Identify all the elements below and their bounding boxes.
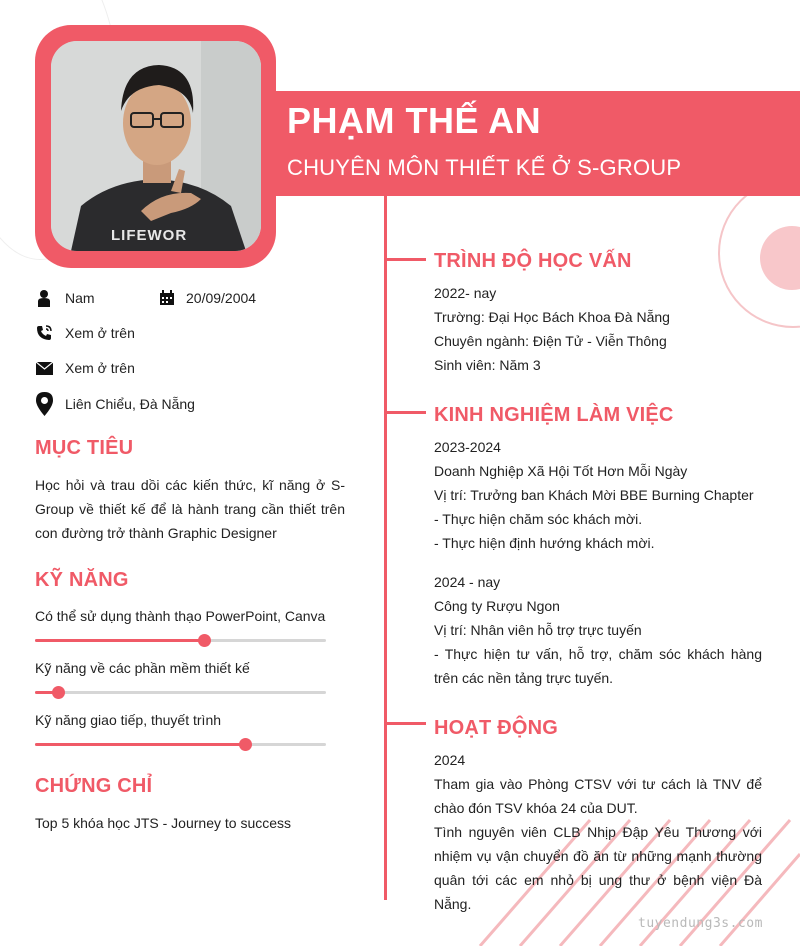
birthday-row xyxy=(158,289,256,307)
job-2-company: Công ty Rượu Ngon xyxy=(434,598,560,614)
job-1-task-2: - Thực hiện định hướng khách mời. xyxy=(434,535,655,551)
timeline-tick-activities xyxy=(386,722,426,725)
objective-title: MỤC TIÊU xyxy=(35,437,134,459)
candidate-name: PHẠM THẾ AN xyxy=(287,100,542,141)
certificates-title: CHỨNG CHỈ xyxy=(35,775,153,797)
profile-photo xyxy=(51,41,261,251)
skill-slider xyxy=(35,743,326,746)
activity-2: Tình nguyên viên CLB Nhịp Đập Yêu Thương với nhiệm vụ vận chuyển đồ ăn từ những mạnh thường quân tới các em nhỏ bị ung thư ở bệnh viện Đà Nẵng. xyxy=(434,824,762,912)
skill-label: Có thể sử dụng thành thạo PowerPoint, Canva xyxy=(35,608,326,624)
skill-label: Kỹ năng giao tiếp, thuyết trình xyxy=(35,712,222,728)
skill-label: Kỹ năng về các phần mềm thiết kế xyxy=(35,660,250,676)
job-1 xyxy=(434,435,754,555)
phone-icon xyxy=(35,324,53,342)
phone-value: Xem ở trên xyxy=(65,325,135,341)
candidate-subtitle: CHUYÊN MÔN THIẾT KẾ Ở S-GROUP xyxy=(287,155,682,180)
job-2-period: 2024 - nay xyxy=(434,574,501,590)
job-2-task-1: - Thực hiện tư vấn, hỗ trợ, chăm sóc khách hàng trên các nền tảng trực tuyến. xyxy=(434,646,762,686)
job-1-company: Doanh Nghiệp Xã Hội Tốt Hơn Mỗi Ngày xyxy=(434,463,688,479)
skills-title: KỸ NĂNG xyxy=(35,569,129,591)
skill-slider xyxy=(35,639,326,642)
birthday-value: 20/09/2004 xyxy=(186,290,257,306)
phone-row xyxy=(35,324,135,342)
calendar-icon xyxy=(158,289,176,307)
activities-title: HOẠT ĐỘNG xyxy=(434,717,559,739)
timeline-line xyxy=(384,196,387,900)
skill-level-fill xyxy=(35,743,245,746)
address-value: Liên Chiểu, Đà Nẵng xyxy=(65,396,195,412)
education-period: 2022- nay xyxy=(434,285,497,301)
job-1-period: 2023-2024 xyxy=(434,439,501,455)
activities-year: 2024 xyxy=(434,752,466,768)
timeline-tick-education xyxy=(386,258,426,261)
activity-1: Tham gia vào Phòng CTSV với tư cách là TNV để chào đón TSV khóa 24 của DUT. xyxy=(434,776,762,816)
objective-text: Học hỏi và trau dồi các kiến thức, kĩ năng ở S-Group về thiết kế để là hành trang cần thiết trên con đường trở thành Graphic Designer xyxy=(35,477,345,541)
mail-icon xyxy=(35,359,53,377)
experience-title: KINH NGHIỆM LÀM VIỆC xyxy=(434,404,674,426)
person-icon xyxy=(35,289,53,307)
education-title: TRÌNH ĐỘ HỌC VẤN xyxy=(434,250,632,272)
gender-value: Nam xyxy=(65,290,95,306)
location-icon xyxy=(35,392,53,416)
skill-level-fill xyxy=(35,639,204,642)
email-value: Xem ở trên xyxy=(65,360,135,376)
gender-row xyxy=(35,289,95,307)
job-1-position: Vị trí: Trưởng ban Khách Mời BBE Burning Chapter xyxy=(434,487,754,503)
job-2-position: Vị trí: Nhân viên hỗ trợ trực tuyến xyxy=(434,622,642,638)
shirt-print: LIFEWOR xyxy=(111,227,188,244)
address-row xyxy=(35,392,195,416)
skill-level-knob xyxy=(52,686,65,699)
timeline-tick-experience xyxy=(386,411,426,414)
education-year: Sinh viên: Năm 3 xyxy=(434,357,541,373)
job-2 xyxy=(434,570,642,642)
education-details xyxy=(434,281,670,377)
skill-level-knob xyxy=(239,738,252,751)
certificate-item: Top 5 khóa học JTS - Journey to success xyxy=(35,815,292,831)
education-major: Chuyên ngành: Điện Tử - Viễn Thông xyxy=(434,333,667,349)
skill-level-knob xyxy=(198,634,211,647)
email-row xyxy=(35,359,135,377)
job-1-task-1: - Thực hiện chăm sóc khách mời. xyxy=(434,511,643,527)
education-school: Trường: Đại Học Bách Khoa Đà Nẵng xyxy=(434,309,670,325)
skill-slider xyxy=(35,691,326,694)
watermark: tuyendung3s.com xyxy=(638,916,763,931)
